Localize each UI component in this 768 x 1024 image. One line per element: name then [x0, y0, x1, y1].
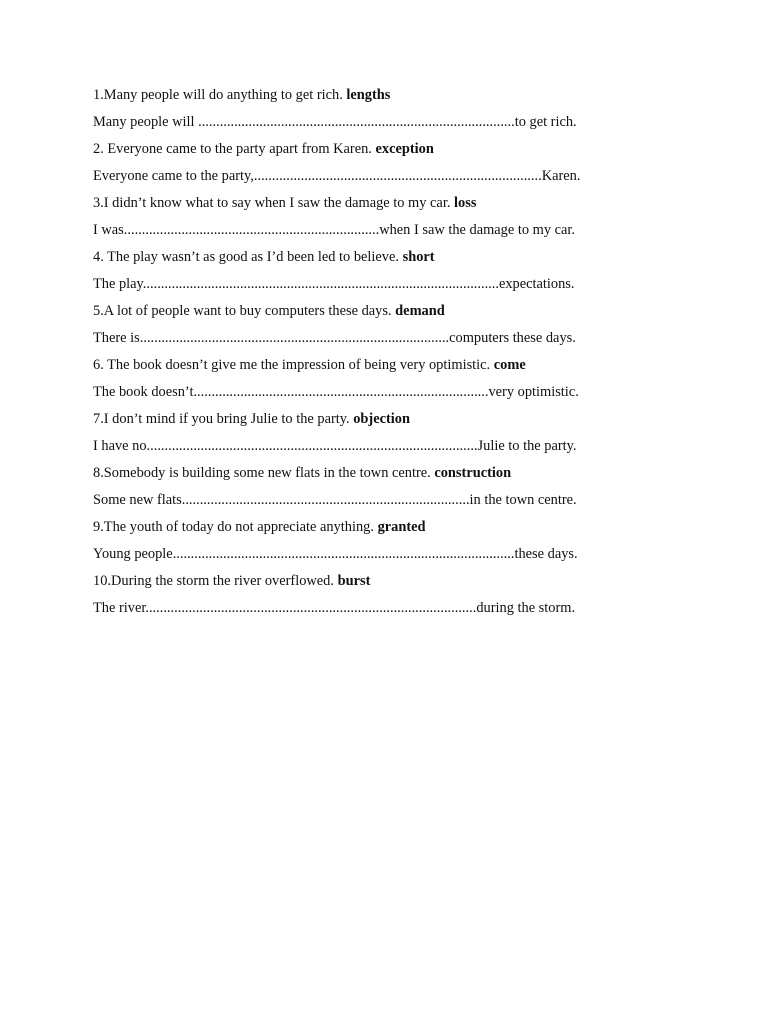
question-prompt: 5.A lot of people want to buy computers these days.: [93, 303, 392, 319]
keyword: loss: [454, 195, 477, 211]
keyword: exception: [375, 141, 434, 157]
answer-line-8: Some new flats................................................................................in the town centre.: [93, 492, 577, 508]
keyword: objection: [353, 411, 410, 427]
answer-line-5: There is......................................................................................computers these days.: [93, 330, 576, 346]
keyword: lengths: [346, 87, 391, 103]
keyword: construction: [434, 465, 512, 481]
question-7: [93, 408, 633, 435]
question-8: [93, 462, 633, 489]
answer-line-3: I was.......................................................................when I saw the damage to my car.: [93, 222, 576, 238]
answer-line-2: Everyone came to the party,................................................................................Karen.: [93, 168, 581, 184]
question-prompt: 2. Everyone came to the party apart from Karen.: [93, 141, 372, 157]
keyword: come: [493, 357, 526, 373]
question-prompt: 7.I don’t mind if you bring Julie to the party.: [93, 411, 350, 427]
question-4: [93, 246, 633, 273]
keyword: granted: [377, 519, 426, 535]
exercise-sheet: [93, 84, 633, 624]
question-1: [93, 84, 633, 111]
question-prompt: 10.During the storm the river overflowed.: [93, 573, 334, 589]
answer-line-6: The book doesn’t..................................................................................very optimistic.: [93, 384, 579, 400]
question-5: [93, 300, 633, 327]
answer-line-7: I have no............................................................................................Julie to the party.: [93, 438, 577, 454]
question-9: [93, 516, 633, 543]
keyword: burst: [337, 573, 371, 589]
question-10: [93, 570, 633, 597]
answer-line-4: The play...................................................................................................expectations.: [93, 276, 575, 292]
question-6: [93, 354, 633, 381]
question-prompt: 1.Many people will do anything to get rich.: [93, 87, 343, 103]
question-prompt: 3.I didn’t know what to say when I saw the damage to my car.: [93, 195, 451, 211]
keyword: short: [402, 249, 435, 265]
question-prompt: 4. The play wasn’t as good as I’d been led to believe.: [93, 249, 399, 265]
question-2: [93, 138, 633, 165]
keyword: demand: [395, 303, 445, 319]
question-3: [93, 192, 633, 219]
question-prompt: 8.Somebody is building some new flats in the town centre.: [93, 465, 431, 481]
answer-line-1: Many people will ........................................................................................to get rich.: [93, 114, 577, 130]
answer-line-10: The river............................................................................................during the storm.: [93, 600, 576, 616]
question-prompt: 9.The youth of today do not appreciate anything.: [93, 519, 374, 535]
question-prompt: 6. The book doesn’t give me the impression of being very optimistic.: [93, 357, 491, 373]
answer-line-9: Young people...............................................................................................these days.: [93, 546, 578, 562]
